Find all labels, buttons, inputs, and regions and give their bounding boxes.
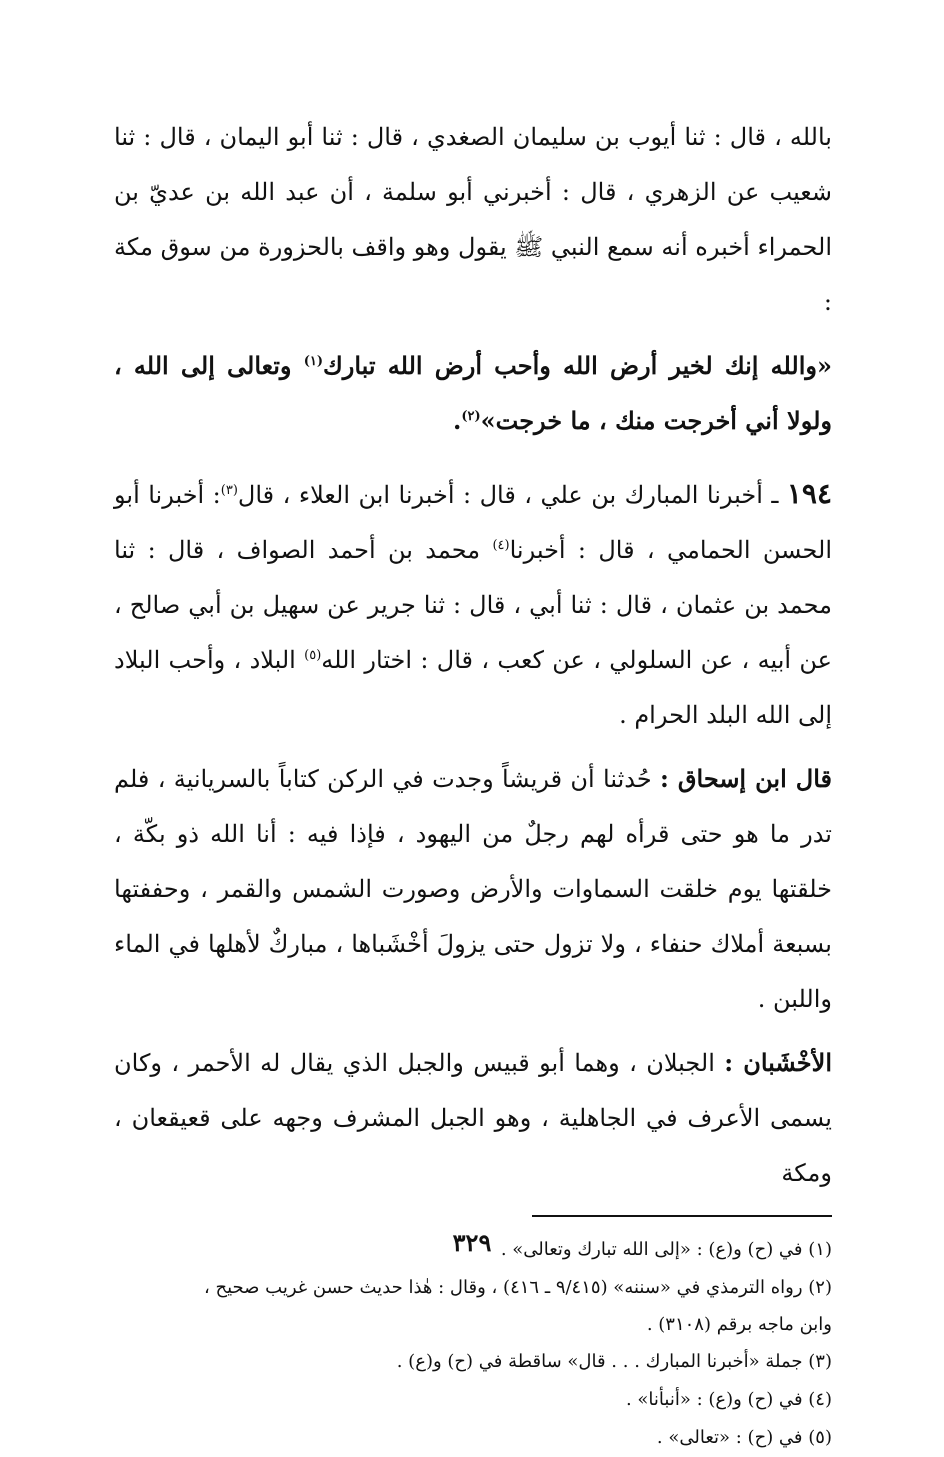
entry-text-4: البلاد ، وأحب البلاد إلى الله البلد الحرام . <box>114 646 832 729</box>
paragraph-ibn-ishaq <box>114 751 832 1027</box>
ibn-ishaq-body: حُدثنا أن قريشاً وجدت في الركن كتاباً بالسريانية ، فلم تدر ما هو حتى قرأه لهم رجلٌ من اليهود ، فإذا فيه : أنا الله ذو بكّة ، خلقتها يوم خلقت السماوات والأرض وصورت الشمس والقمر ، وحففتها بسبعة أملاك حنفاء ، ولا تزول حتى يزولَ أخْشَباها ، مباركٌ لأهلها في الماء واللبن . <box>114 765 832 1013</box>
footnote-ref-4: (٤) <box>492 538 510 553</box>
footnotes <box>114 1231 832 1457</box>
paragraph-akhshaban <box>114 1035 832 1201</box>
entry-number: ١٩٤ <box>786 477 832 510</box>
akhshaban-lead: الأخْشَبان : <box>724 1048 832 1077</box>
ibn-ishaq-lead: قال ابن إسحاق : <box>660 764 832 793</box>
entry-text-1: ـ أخبرنا المبارك بن علي ، قال : أخبرنا ابن العلاء ، قال <box>237 481 787 509</box>
akhshaban-body: الجبلان ، وهما أبو قبيس والجبل الذي يقال له الأحمر ، وكان يسمى الأعرف في الجاهلية ، وهو الجبل المشرف وجهه على قعيقعان ، ومكة <box>114 1049 832 1187</box>
footnote-1: (١) في (ح) و(ع) : «إلى الله تبارك وتعالى» . <box>500 1239 832 1260</box>
footnote-5: (٥) في (ح) : «تعالى» . <box>656 1427 832 1448</box>
footnote-3: (٣) جملة «أخبرنا المبارك . . . قال» ساقطة في (ح) و(ع) . <box>396 1351 832 1372</box>
paragraph-1: بالله ، قال : ثنا أيوب بن سليمان الصغدي ، قال : ثنا أبو اليمان ، قال : ثنا شعيب عن الزهري ، قال : أخبرني أبو سلمة ، أن عبد الله بن عديّ بن الحمراء أخبره أنه سمع النبي ﷺ يقول وهو واقف بالحزورة من سوق مكة : <box>114 123 832 316</box>
footnote-2-continued: وابن ماجه برقم (٣١٠٨) . <box>646 1314 832 1335</box>
footnote-2: (٢) رواه الترمذي في «سننه» (٩/٤١٥ ـ ٤١٦) ، وقال : هٰذا حديث حسن غريب صحيح ، <box>203 1277 832 1298</box>
entry-text-2: : أخبرنا أبو الحسن الحمامي ، قال : أخبرنا <box>114 481 832 564</box>
hadith-quote <box>114 338 832 448</box>
main-text <box>114 110 832 1201</box>
paragraph-194 <box>114 466 832 743</box>
quote-part-3: . <box>453 406 462 435</box>
quote-part-2: وتعالى إلى الله ، ولولا أني أخرجت منك ، ما خرجت» <box>114 351 832 435</box>
footnote-ref-3: (٣) <box>220 483 238 498</box>
footnote-4: (٤) في (ح) و(ع) : «أنبأنا» . <box>625 1389 832 1410</box>
entry-text-3: محمد بن أحمد الصواف ، قال : ثنا محمد بن عثمان ، قال : ثنا أبي ، قال : ثنا جرير عن سهيل بن أبي صالح ، عن أبيه ، عن السلولي ، عن كعب ، قال : اختار الله <box>114 536 832 674</box>
page-number: ٣٢٩ <box>452 1228 492 1257</box>
footnote-separator <box>532 1215 832 1217</box>
footnote-ref-5: (٥) <box>304 648 322 663</box>
footnote-ref-1: (١) <box>303 354 323 369</box>
quote-part-1: «والله إنك لخير أرض الله وأحب أرض الله تبارك <box>322 351 832 380</box>
footnote-ref-2: (٢) <box>461 409 481 424</box>
